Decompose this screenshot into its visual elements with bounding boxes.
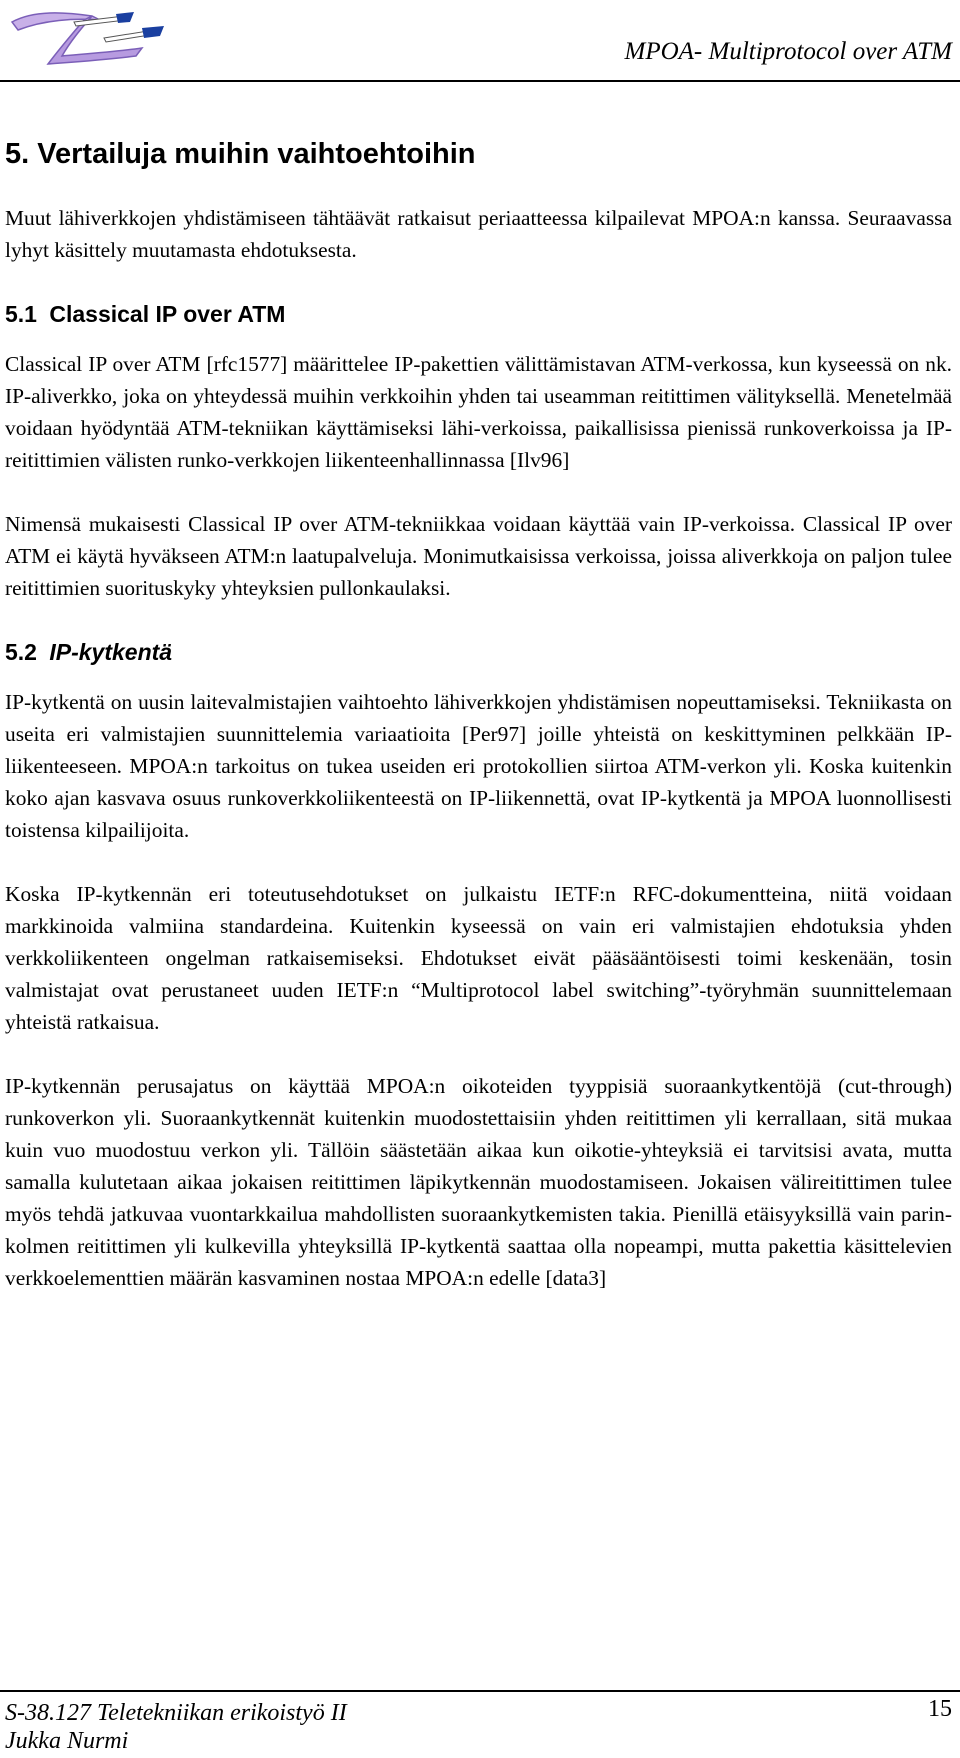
header-divider [0, 80, 960, 82]
subsection-heading-5-1 [5, 298, 952, 330]
footer-course: S-38.127 Teletekniikan erikoistyö II [5, 1700, 347, 1726]
section-heading [5, 134, 952, 174]
footer-author: Jukka Nurmi [5, 1728, 129, 1754]
section-number: 5. [5, 138, 30, 170]
paragraph: IP-kytkentä on uusin laitevalmistajien vaihtoehto lähiverkkojen yhdistämisen nopeuttamiseksi. Tekniikasta on useita eri valmistajien suunnittelemia variaatioita [Per97] joille yhteistä on keskittyminen pelkkään IP-liikenteeseen. MPOA:n tarkoitus on tukea useiden eri protokollien siirtoa ATM-verkon yli. Koska kuitenkin koko ajan kasvava osuus runkoverkkoliikenteestä on IP-liikennettä, ovat IP-kytkentä ja MPOA luonnollisesti toistensa kilpailijoita. [5, 690, 952, 842]
section-title: Vertailuja muihin vaihtoehtoihin [37, 138, 476, 170]
paragraph: Nimensä mukaisesti Classical IP over ATM-tekniikkaa voidaan käyttää vain IP-verkoissa. Classical IP over ATM ei käytä hyväkseen ATM:n laatupalveluja. Monimutkaisissa verkoissa, joissa aliverkkoja on paljon tulee reitittimien suorituskyky yhteyksien pullonkaulaksi. [5, 512, 952, 600]
logo-icon [4, 8, 172, 68]
section-intro: Muut lähiverkkojen yhdistämiseen tähtäävät ratkaisut periaatteessa kilpailevat MPOA:n kanssa. Seuraavassa lyhyt käsittely muutamasta ehdotuksesta. [5, 206, 952, 262]
paragraph: Koska IP-kytkennän eri toteutusehdotukset on julkaistu IETF:n RFC-dokumentteina, niitä voidaan markkinoida valmiina standardeina. Kuitenkin kyseessä on vain eri valmistajien ehdotuksia yhden verkkoliikenteen ongelman ratkaisemiseksi. Ehdotukset eivät pääsääntöisesti toimi keskenään, tosin valmistajat ovat perustaneet uuden IETF:n “Multiprotocol label switching”-työryhmän suunnittelemaan yhteistä ratkaisua. [5, 882, 952, 1034]
footer-divider [0, 1690, 960, 1692]
paragraph: Classical IP over ATM [rfc1577] määrittelee IP-pakettien välittämistavan ATM-verkossa, kun kyseessä on nk. IP-aliverkko, joka on yhteydessä muihin verkkoihin yhden tai useamman reitittimen välityksellä. Menetelmää voidaan hyödyntää ATM-tekniikan käyttämiseksi lähi-verkoissa, paikallisissa pienissä runkoverkoissa ja IP-reitittimien välisten runko-verkkojen liikenteenhallinnassa [Ilv96] [5, 352, 952, 472]
subsection-title: IP-kytkentä [49, 639, 173, 665]
subsection-heading-5-2 [5, 636, 952, 668]
subsection-number: 5.2 [5, 639, 37, 665]
subsection-number: 5.1 [5, 301, 37, 327]
paragraph: IP-kytkennän perusajatus on käyttää MPOA:n oikoteiden tyyppisiä suoraankytkentöjä (cut-through) runkoverkon yli. Suoraankytkennät kuitenkin muodostettaisiin yhden reitittimen yli kerrallaan, sitä mukaa kuin vuo muodostuu verkon yli. Tällöin säästetään aikaa kun oikotie-yhteyksiä ei tarvitsisi avata, mutta samalla kulutetaan aikaa jokaisen reitittimen läpikytkennän muodostamiseen. Jokaisen välireitittimen tulee myös tehdä jatkuvaa vuontarkkailua mahdollisten suoraankytkemisten takia. Pienillä etäisyyksillä vain parin-kolmen reitittimen yli kulkevilla yhteyksillä IP-kytkentä saattaa olla nopeampi, mutta pakettia käsittelevien verkkoelementtien määrän kasvaminen nostaa MPOA:n edelle [data3] [5, 1074, 952, 1290]
page-number: 15 [928, 1696, 952, 1722]
page-header [0, 0, 960, 100]
subsection-title: Classical IP over ATM [49, 301, 286, 327]
document-body [5, 128, 952, 1326]
header-title: MPOA- Multiprotocol over ATM [624, 38, 952, 65]
page-footer [0, 1690, 960, 1758]
